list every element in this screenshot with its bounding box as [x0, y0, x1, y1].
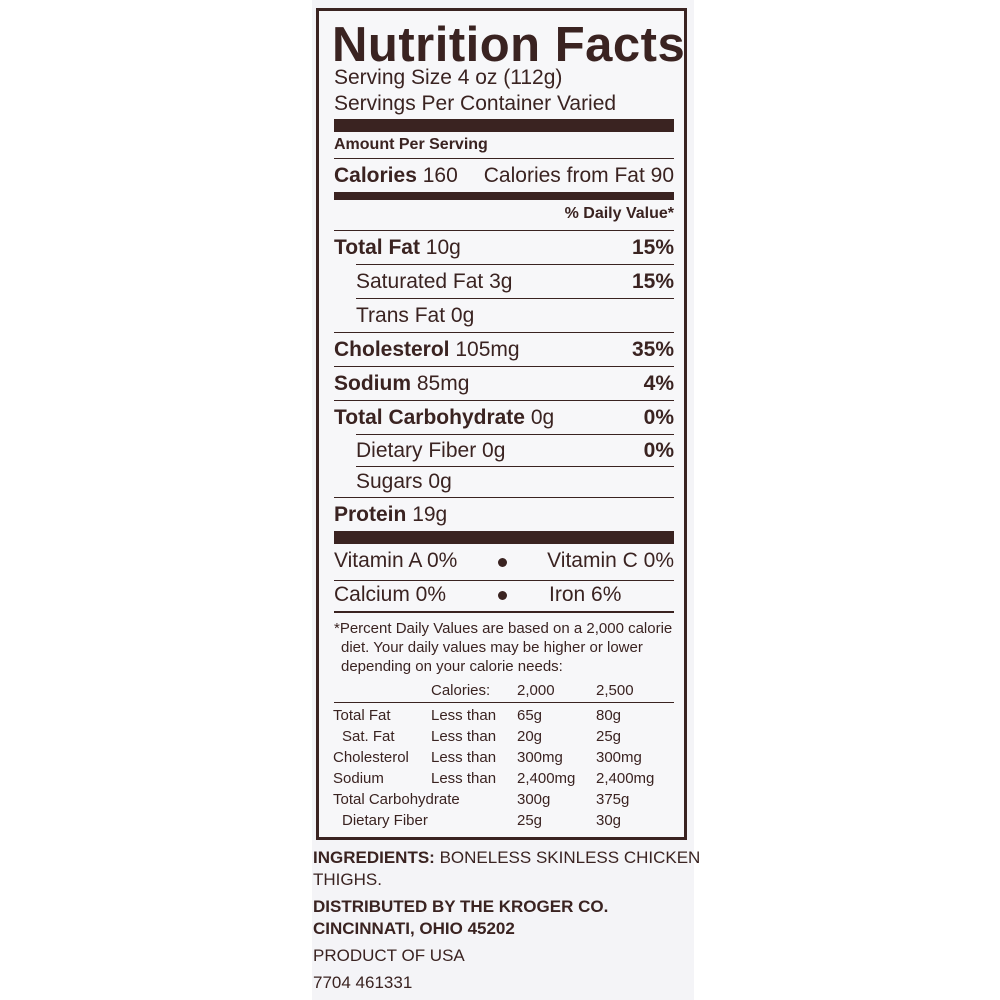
- calcium: Calcium 0%: [334, 583, 447, 606]
- label-title: Nutrition Facts: [332, 18, 686, 72]
- nutrient-name: Sodium: [334, 372, 411, 395]
- medium-rule: [334, 192, 674, 200]
- amount-per-serving: Amount Per Serving: [334, 136, 488, 153]
- nutrient-dv: 0%: [643, 406, 674, 429]
- calories-row: [334, 161, 674, 191]
- nutrient-name: Total Fat: [334, 236, 420, 259]
- nutrient-name: Total Carbohydrate: [334, 406, 525, 429]
- rule: [334, 230, 674, 231]
- servings-per-container: Servings Per Container Varied: [334, 92, 617, 115]
- thick-rule: [334, 119, 674, 132]
- dv-row-2000: 300g: [517, 791, 551, 808]
- iron: Iron 6%: [549, 583, 622, 606]
- dv-row-2500: 25g: [596, 728, 622, 745]
- nutrient-name: Sugars: [356, 470, 423, 493]
- nutrient-amount: 0g: [450, 304, 475, 327]
- dv-header-calories: Calories:: [431, 682, 491, 699]
- rule: [356, 298, 674, 299]
- dv-row-2000: 2,400mg: [517, 770, 576, 787]
- nutrient-amount: 0g: [428, 470, 452, 493]
- footnote-line: diet. Your daily values may be higher or lower: [341, 639, 643, 656]
- dv-row-label: Total Carbohydrate: [333, 791, 460, 808]
- rule: [334, 497, 674, 498]
- dv-row-2500: 300mg: [596, 749, 642, 766]
- nutrient-row-trans-fat: [334, 301, 674, 331]
- dv-row-2000: 20g: [517, 728, 543, 745]
- rule: [334, 702, 674, 703]
- vitamin-c: Vitamin C 0%: [547, 549, 674, 572]
- serving-size: Serving Size 4 oz (112g): [334, 66, 563, 89]
- product-code: 7704 461331: [313, 973, 413, 992]
- nutrition-facts-label: [316, 8, 687, 840]
- rule: [356, 264, 674, 265]
- footnote-line: depending on your calorie needs:: [341, 658, 563, 675]
- nutrient-row-protein: [334, 500, 674, 530]
- nutrient-dv: 15%: [631, 236, 674, 259]
- rule: [334, 158, 674, 159]
- dv-row-2000: 300mg: [517, 749, 563, 766]
- rule: [334, 332, 674, 333]
- dv-header-2500: 2,500: [596, 682, 634, 699]
- bullet-dot: [498, 558, 507, 567]
- dv-row-2500: 30g: [596, 812, 622, 829]
- nutrient-amount: 0g: [482, 439, 506, 462]
- dv-row-qualifier: Less than: [431, 728, 497, 745]
- footnote-line: *Percent Daily Values are based on a 2,000 calorie: [334, 620, 673, 637]
- dv-row-2500: 375g: [596, 791, 630, 808]
- calories-label: Calories: [334, 164, 417, 187]
- dv-row-qualifier: Less than: [431, 749, 497, 766]
- dv-row-label: Cholesterol: [333, 749, 409, 766]
- nutrient-row-cholesterol: [334, 335, 674, 365]
- dv-row-label: Dietary Fiber: [342, 812, 428, 829]
- dv-row-2000: 25g: [517, 812, 543, 829]
- nutrient-amount: 19g: [412, 503, 448, 526]
- nutrient-row-dietary-fiber: [334, 436, 674, 466]
- distributor-address: CINCINNATI, OHIO 45202: [313, 919, 515, 938]
- nutrient-row-sugars: [334, 467, 674, 497]
- distributor-line: DISTRIBUTED BY THE KROGER CO.: [313, 897, 609, 916]
- ingredients-text: BONELESS SKINLESS CHICKEN: [439, 848, 701, 867]
- rule: [334, 366, 674, 367]
- rule: [356, 434, 674, 435]
- nutrient-name: Trans Fat: [356, 304, 446, 327]
- dv-header-2000: 2,000: [517, 682, 555, 699]
- nutrient-amount: 0g: [530, 406, 555, 429]
- nutrient-amount: 3g: [489, 270, 513, 293]
- dv-row-qualifier: Less than: [431, 770, 497, 787]
- nutrient-row-total-carbohydrate: [334, 403, 674, 433]
- nutrient-row-total-fat: [334, 233, 674, 263]
- nutrient-dv: 35%: [631, 338, 674, 361]
- nutrient-name: Saturated Fat: [356, 270, 484, 293]
- nutrient-name: Dietary Fiber: [356, 439, 477, 462]
- daily-value-header: % Daily Value*: [564, 205, 674, 222]
- nutrient-row-saturated-fat: [334, 267, 674, 297]
- nutrient-dv: 0%: [643, 439, 674, 462]
- dv-row-2500: 80g: [596, 707, 622, 724]
- nutrient-name: Cholesterol: [334, 338, 450, 361]
- bullet-dot: [498, 591, 507, 600]
- medium-rule: [334, 611, 674, 613]
- calories-value: 160: [422, 164, 458, 187]
- dv-row-2500: 2,400mg: [596, 770, 655, 787]
- nutrient-row-sodium: [334, 369, 674, 399]
- ingredients: [313, 847, 700, 869]
- dv-row-label: Sodium: [333, 770, 384, 787]
- nutrient-amount: 10g: [425, 236, 461, 259]
- rule: [334, 400, 674, 401]
- dv-row-label: Total Fat: [333, 707, 391, 724]
- nutrient-name: Protein: [334, 503, 407, 526]
- dv-row-label: Sat. Fat: [342, 728, 395, 745]
- vitamin-a: Vitamin A 0%: [334, 549, 458, 572]
- dv-row-qualifier: Less than: [431, 707, 497, 724]
- nutrient-amount: 105mg: [455, 338, 520, 361]
- calories-from-fat: Calories from Fat 90: [483, 164, 674, 187]
- nutrient-amount: 85mg: [416, 372, 470, 395]
- ingredients-text-cont: THIGHS.: [313, 870, 382, 889]
- product-origin: PRODUCT OF USA: [313, 946, 465, 965]
- nutrient-dv: 15%: [631, 270, 674, 293]
- ingredients-label: INGREDIENTS:: [313, 848, 435, 867]
- thick-rule: [334, 531, 674, 544]
- dv-row-2000: 65g: [517, 707, 543, 724]
- nutrient-dv: 4%: [643, 372, 674, 395]
